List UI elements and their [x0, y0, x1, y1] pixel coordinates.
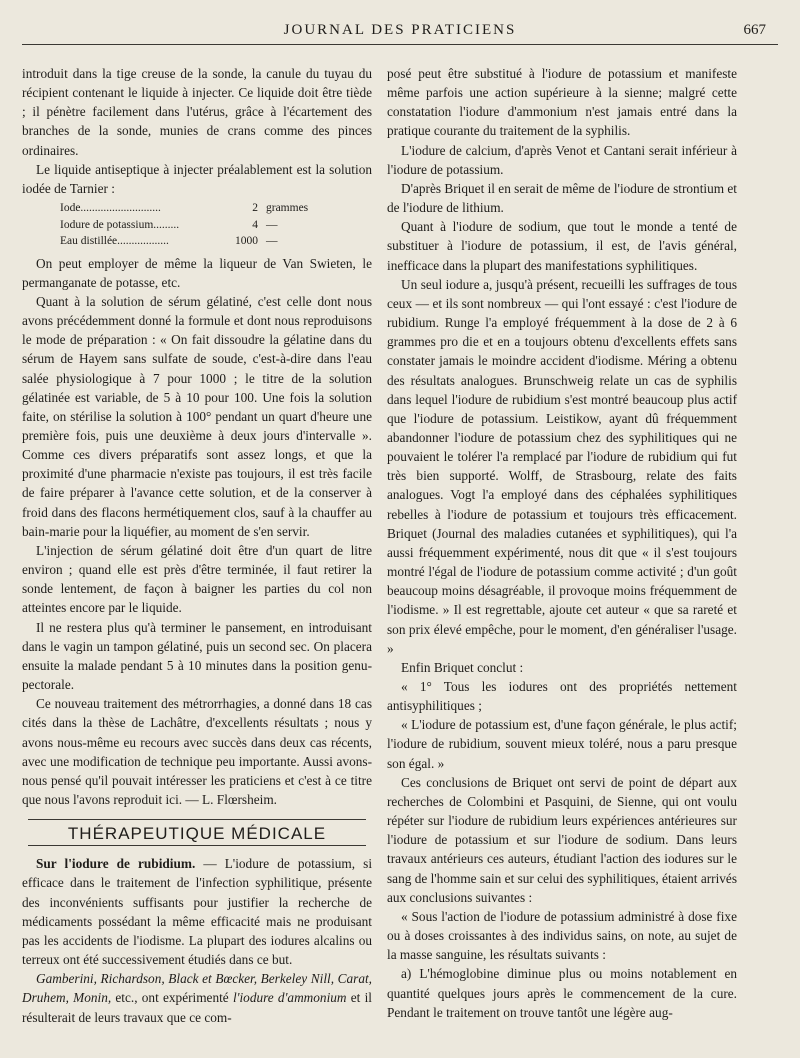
paragraph: D'après Briquet il en serait de même de l'iodure de strontium et de l'iodure de lithium.	[387, 180, 738, 216]
article-text: — L'iodure de potassium, si efficace dans le traitement de l'infection syphilitique, présente des inconvénients suffisants pour justifier la recherche de médicaments possédant la même efficacité mais ne produisant pas les accidents de l'iodisme. La plupart des iodures alcalins ou terreux ont été successivement étudiés dans ce but.	[22, 856, 373, 968]
paragraph: Quant à l'iodure de sodium, que tout le monde a tenté de substituer à l'iodure de potassium, il est, de l'avis général, inefficace dans la plupart des manifestations syphilitiques.	[387, 219, 737, 273]
paragraph: « L'iodure de potassium est, d'une façon générale, le plus actif; l'iodure de rubidium, souvent mieux toléré, nous a paru presque son égal. »	[387, 717, 737, 771]
formula-quantity: 4	[252, 218, 258, 231]
formula-quantity: 2	[252, 202, 258, 215]
right-column	[387, 64, 737, 1022]
paragraph: On peut employer de même la liqueur de Van Swieten, le permanganate de potasse, etc.	[22, 255, 372, 290]
paragraph: L'injection de sérum gélatiné doit être d'un quart de litre environ ; quand elle est près d'être terminée, il faut retirer la sonde lentement, de façon à baigner les parties du col non atteintes encore par le liquide.	[22, 542, 372, 616]
page-number: 667	[743, 22, 766, 38]
section-rule-bottom	[28, 845, 366, 846]
paragraph: introduit dans la tige creuse de la sonde, la canule du tuyau du récipient contenant le liquide à injecter. Ce liquide doit être tiède ; il pénètre facilement dans l'utérus, grâce à l'écartement des branches de la sonde, munies de crans comme des pinces ordinaires.	[22, 66, 372, 158]
formula-unit: grammes	[266, 202, 309, 215]
paragraph	[22, 854, 372, 969]
text-span: et il résulterait de leurs travaux que ce com-	[22, 990, 372, 1025]
formula-ingredient: Iode............................	[60, 202, 161, 215]
page-header	[22, 18, 778, 45]
paragraph	[22, 969, 372, 1026]
paragraph: « Sous l'action de l'iodure de potassium administré à dose fixe ou à doses croissantes à des individus sains, on note, au sujet de la masse sanguine, les résultats suivants :	[387, 908, 737, 963]
paragraph: Il ne restera plus qu'à terminer le pansement, en introduisant dans le vagin un tampon gélatiné, puis un second sec. On placera ensuite la malade pendant 5 à 10 minutes dans la position genu-pectorale.	[22, 619, 372, 693]
formula-table	[60, 200, 372, 250]
author-names: Gamberini, Richardson, Black et Bœcker, Berkeley Nill, Carat, Druhem, Monin,	[22, 971, 372, 1006]
section-title: THÉRAPEUTIQUE MÉDICALE	[67, 824, 327, 844]
paragraph: Ces conclusions de Briquet ont servi de point de départ aux recherches de Colombini et Pasquini, de Sienne, qui ont voulu répéter sur l'iodure de rubidium leurs expériences antérieures sur l'iodure de potassium et sur l'iodure de sodium. Dans leurs travaux antérieurs ces auteurs, étudiant l'action des iodures sur le sang de l'homme sain et sur celui des syphilitiques, étaient arrivés aux conclusions suivantes :	[387, 774, 737, 905]
formula-unit: —	[266, 235, 278, 248]
paragraph: Le liquide antiseptique à injecter préalablement est la solution iodée de Tarnier :	[22, 161, 372, 196]
formula-ingredient: Eau distillée..................	[60, 235, 169, 248]
paragraph: Ce nouveau traitement des métrorrhagies, a donné dans 18 cas cités dans la thèse de Lachâtre, d'excellents résultats ; nous y avons nous-même eu recours avec succès dans deux cas récents, avec une modification de technique peu importante. Aussi avons-nous pensé qu'il pouvait intéresser les praticiens et c'est à ce titre que nous l'avons reproduit ici. — L. Flœrsheim.	[22, 696, 372, 807]
paragraph: Enfin Briquet conclut :	[401, 659, 524, 675]
paragraph: Un seul iodure a, jusqu'à présent, recueilli les suffrages de tous ceux — et ils sont nombreux — qui l'ont essayé : c'est l'iodure de rubidium. Runge l'a employé fréquemment à la dose de 2 à 6 grammes pro die et en a toujours obtenu d'excellents effets sans constater jamais le moindre accident d'iodisme. Méring a obtenu des résultats analogues. Brunschweig relate un cas de syphilis dans lequel l'iodure de rubidium s'est montré beaucoup plus actif que l'iodure de potassium. Leistikow, ayant dû fréquemment abandonner l'iodure de potassium chez des syphilitiques qui ne pouvaient le tolérer l'a remplacé par l'iodure de rubidium qui fut très bien supporté. Wolff, de Strasbourg, relate des faits analogues. Vogt l'a employé dans des céphalées syphilitiques rebelles à l'iodure de potassium et toujours très efficacement. Briquet (Journal des maladies cutanées et syphilitiques), qui l'a aussi fréquemment expérimenté, nous dit que « il s'est toujours montré l'égal de l'iodure de potassium comme activité ; d'un goût beaucoup moins désagréable, il provoque moins fréquemment de l'iodisme. » Il est regrettable, ajoute cet auteur « que sa rareté et son prix élevé empêche, pour le moment, d'en généraliser l'usage. »	[387, 276, 737, 656]
paragraph: Quant à la solution de sérum gélatiné, c'est celle dont nous avons précédemment donné la formule et dont nous reproduisons le mode de préparation : « On fait dissoudre la gélatine dans du sérum de Hayem sans sulfate de soude, c'est-à-dire dans l'eau salée physiologique à 7 pour 1000 ; le titre de la solution gélatinée est variable, de 5 à 10 pour 100. Une fois la solution faite, on stérilise la solution à 100° pendant un quart d'heure une première fois, puis une deuxième à deux jours d'intervalle ». Comme ces divers préparatifs sont assez longs, et que la proximité d'une pharmacie n'existe pas toujours, il est très facile de faire préparer à l'avance cette solution, et de la conserver à froid dans des flacons hermétiquement clos, sauf à la chauffer au bain-marie pour la liquéfier, au moment de s'en servir.	[22, 293, 372, 539]
formula-ingredient: Iodure de potassium.........	[60, 218, 180, 231]
formula-row	[60, 200, 372, 217]
formula-quantity: 1000	[235, 235, 258, 248]
section-rule-top	[28, 819, 366, 820]
paragraph: posé peut être substitué à l'iodure de potassium et manifeste même parfois une action supérieure à la sienne; malgré cette constatation l'iodure d'ammonium n'est jamais entré dans la pratique courante du traitement de la syphilis.	[387, 66, 737, 139]
formula-row	[60, 217, 372, 234]
paragraph: « 1° Tous les iodures ont des propriétés nettement antisyphilitiques ;	[387, 679, 737, 714]
left-column	[22, 64, 372, 1027]
formula-unit: —	[266, 218, 278, 231]
running-title: JOURNAL DES PRATICIENS	[283, 22, 517, 38]
italic-term: l'iodure d'ammonium	[232, 990, 347, 1006]
formula-row	[60, 233, 372, 250]
paragraph: L'iodure de calcium, d'après Venot et Cantani serait inférieur à l'iodure de potassium.	[387, 142, 737, 177]
article-lead: Sur l'iodure de rubidium.	[36, 856, 196, 872]
text-span: etc., ont expérimenté	[111, 990, 233, 1006]
paragraph: a) L'hémoglobine diminue plus ou moins notablement en quantité quelques jours après le commencement de la cure. Pendant le traitement on trouve tantôt une légère aug-	[387, 966, 737, 1020]
